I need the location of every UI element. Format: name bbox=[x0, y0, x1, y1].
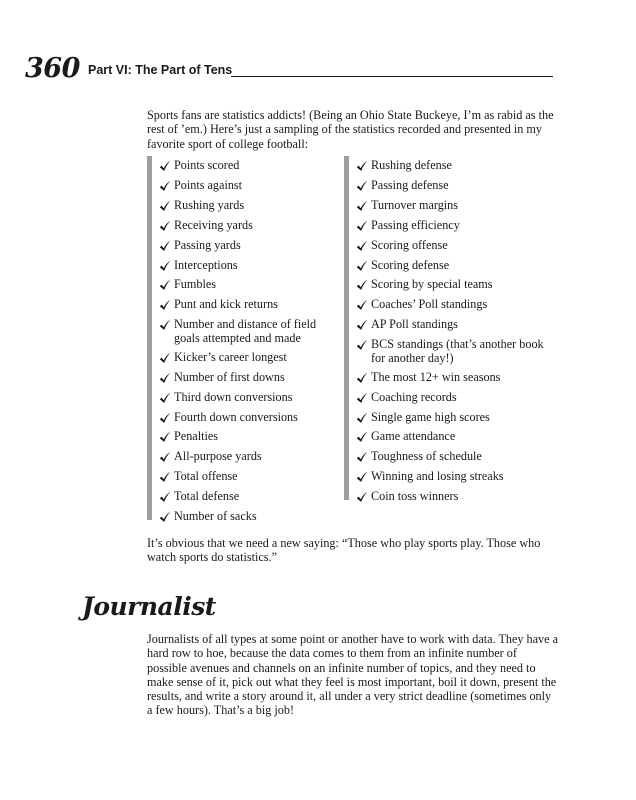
list-item-text: Rushing defense bbox=[371, 158, 452, 172]
part-title: Part VI: The Part of Tens bbox=[88, 63, 233, 77]
checkmark-icon bbox=[356, 220, 368, 232]
checkmark-icon bbox=[356, 339, 368, 351]
list-item-text: Coin toss winners bbox=[371, 489, 459, 503]
section-heading: Journalist bbox=[82, 592, 216, 621]
list-item bbox=[159, 278, 337, 292]
column-bar bbox=[147, 156, 152, 520]
list-item-text: Third down conversions bbox=[174, 390, 293, 404]
list-item-text: Points scored bbox=[174, 158, 240, 172]
checkmark-icon bbox=[159, 451, 171, 463]
list-item-text: AP Poll standings bbox=[371, 317, 458, 331]
list-item bbox=[159, 199, 337, 213]
list-item bbox=[356, 490, 549, 504]
checkmark-icon bbox=[356, 431, 368, 443]
checkmark-icon bbox=[159, 299, 171, 311]
header-rule bbox=[231, 76, 553, 77]
list-item bbox=[356, 179, 549, 193]
checkmark-icon bbox=[159, 352, 171, 364]
list-item-text: Game attendance bbox=[371, 429, 456, 443]
list-item bbox=[159, 159, 337, 173]
list-item bbox=[159, 219, 337, 233]
list-item bbox=[159, 371, 337, 385]
list-item bbox=[159, 239, 337, 253]
list-item-text: Scoring offense bbox=[371, 238, 448, 252]
list-item-text: Winning and losing streaks bbox=[371, 469, 504, 483]
checkmark-icon bbox=[356, 412, 368, 424]
list-item bbox=[356, 318, 549, 332]
list-item bbox=[356, 239, 549, 253]
list-item bbox=[159, 430, 337, 444]
checkmark-icon bbox=[159, 431, 171, 443]
list-item-text: Number of sacks bbox=[174, 509, 257, 523]
statistics-list-right bbox=[344, 156, 549, 503]
list-item-text: Passing efficiency bbox=[371, 218, 460, 232]
checkmark-icon bbox=[356, 451, 368, 463]
checkmark-icon bbox=[356, 319, 368, 331]
checkmark-icon bbox=[356, 240, 368, 252]
outro-paragraph: It’s obvious that we need a new saying: “Those who play sports play. Those who watch sports do statistics.” bbox=[147, 536, 541, 565]
list-item bbox=[159, 510, 337, 524]
journalist-paragraph: Journalists of all types at some point or another have to work with data. They have a hard row to hoe, because the data comes to them from an infinite number of possible avenues and channels on an infinite number of topics, and they need to make sense of it, pick out what they feel is most important, boil it down, present the results, and write a story around it, all under a very strict deadline (sometimes only a few hours). That’s a big job! bbox=[147, 632, 559, 718]
checkmark-icon bbox=[356, 471, 368, 483]
list-item bbox=[159, 411, 337, 425]
checkmark-icon bbox=[159, 220, 171, 232]
list-item bbox=[356, 450, 549, 464]
checkmark-icon bbox=[356, 160, 368, 172]
list-item-text: All-purpose yards bbox=[174, 449, 262, 463]
checkmark-icon bbox=[159, 180, 171, 192]
checkmark-icon bbox=[356, 279, 368, 291]
list-item-text: Toughness of schedule bbox=[371, 449, 482, 463]
list-item-text: Scoring by special teams bbox=[371, 277, 493, 291]
statistics-list-left bbox=[147, 156, 337, 523]
list-item-text: Number and distance of field goals attempted and made bbox=[174, 317, 317, 345]
checkmark-icon bbox=[159, 491, 171, 503]
list-item bbox=[159, 391, 337, 405]
list-item bbox=[356, 411, 549, 425]
checkmark-icon bbox=[356, 299, 368, 311]
list-item-text: Penalties bbox=[174, 429, 219, 443]
running-header bbox=[25, 52, 553, 86]
list-item bbox=[159, 470, 337, 484]
list-item bbox=[356, 338, 549, 365]
list-item bbox=[356, 199, 549, 213]
list-item bbox=[356, 278, 549, 292]
checkmark-icon bbox=[159, 412, 171, 424]
list-item-text: Total offense bbox=[174, 469, 238, 483]
list-item-text: BCS standings (that’s another book for another day!) bbox=[371, 337, 544, 365]
list-item bbox=[356, 470, 549, 484]
list-item-text: Coaches’ Poll standings bbox=[371, 297, 488, 311]
checkmark-icon bbox=[159, 240, 171, 252]
checkmark-icon bbox=[159, 160, 171, 172]
list-item bbox=[159, 490, 337, 504]
list-item bbox=[356, 159, 549, 173]
list-item bbox=[159, 450, 337, 464]
checkmark-icon bbox=[159, 511, 171, 523]
list-item bbox=[356, 430, 549, 444]
list-item bbox=[159, 351, 337, 365]
list-item bbox=[356, 371, 549, 385]
list-item bbox=[356, 391, 549, 405]
list-item bbox=[159, 298, 337, 312]
checkmark-icon bbox=[159, 319, 171, 331]
list-item-text: Receiving yards bbox=[174, 218, 253, 232]
intro-paragraph: Sports fans are statistics addicts! (Being an Ohio State Buckeye, I’m as rabid as the rest of ’em.) Here’s just a sampling of the statistics recorded and presented in my favorite sport of college football: bbox=[147, 108, 554, 151]
list-item-text: Rushing yards bbox=[174, 198, 245, 212]
checkmark-icon bbox=[356, 372, 368, 384]
list-item-text: Scoring defense bbox=[371, 258, 450, 272]
checkmark-icon bbox=[159, 392, 171, 404]
column-bar bbox=[344, 156, 349, 500]
list-item-text: Passing defense bbox=[371, 178, 449, 192]
list-item bbox=[159, 259, 337, 273]
list-item bbox=[159, 179, 337, 193]
list-item-text: Number of first downs bbox=[174, 370, 285, 384]
list-item-text: Fumbles bbox=[174, 277, 216, 291]
list-item bbox=[356, 298, 549, 312]
page-number: 360 bbox=[25, 53, 80, 84]
list-item bbox=[356, 219, 549, 233]
list-item-text: Points against bbox=[174, 178, 243, 192]
list-item bbox=[356, 259, 549, 273]
checkmark-icon bbox=[159, 260, 171, 272]
list-item-text: Fourth down conversions bbox=[174, 410, 298, 424]
list-item-text: Interceptions bbox=[174, 258, 238, 272]
list-item-text: Passing yards bbox=[174, 238, 241, 252]
list-item-text: Turnover margins bbox=[371, 198, 459, 212]
checkmark-icon bbox=[159, 372, 171, 384]
checkmark-icon bbox=[356, 392, 368, 404]
checkmark-icon bbox=[159, 471, 171, 483]
checkmark-icon bbox=[356, 491, 368, 503]
list-item-text: Coaching records bbox=[371, 390, 457, 404]
list-item-text: Total defense bbox=[174, 489, 240, 503]
checkmark-icon bbox=[356, 200, 368, 212]
list-item bbox=[159, 318, 337, 345]
list-item-text: Punt and kick returns bbox=[174, 297, 278, 311]
list-item-text: Kicker’s career longest bbox=[174, 350, 287, 364]
checkmark-icon bbox=[159, 279, 171, 291]
checkmark-icon bbox=[356, 180, 368, 192]
list-item-text: Single game high scores bbox=[371, 410, 490, 424]
checkmark-icon bbox=[159, 200, 171, 212]
list-item-text: The most 12+ win seasons bbox=[371, 370, 501, 384]
checkmark-icon bbox=[356, 260, 368, 272]
